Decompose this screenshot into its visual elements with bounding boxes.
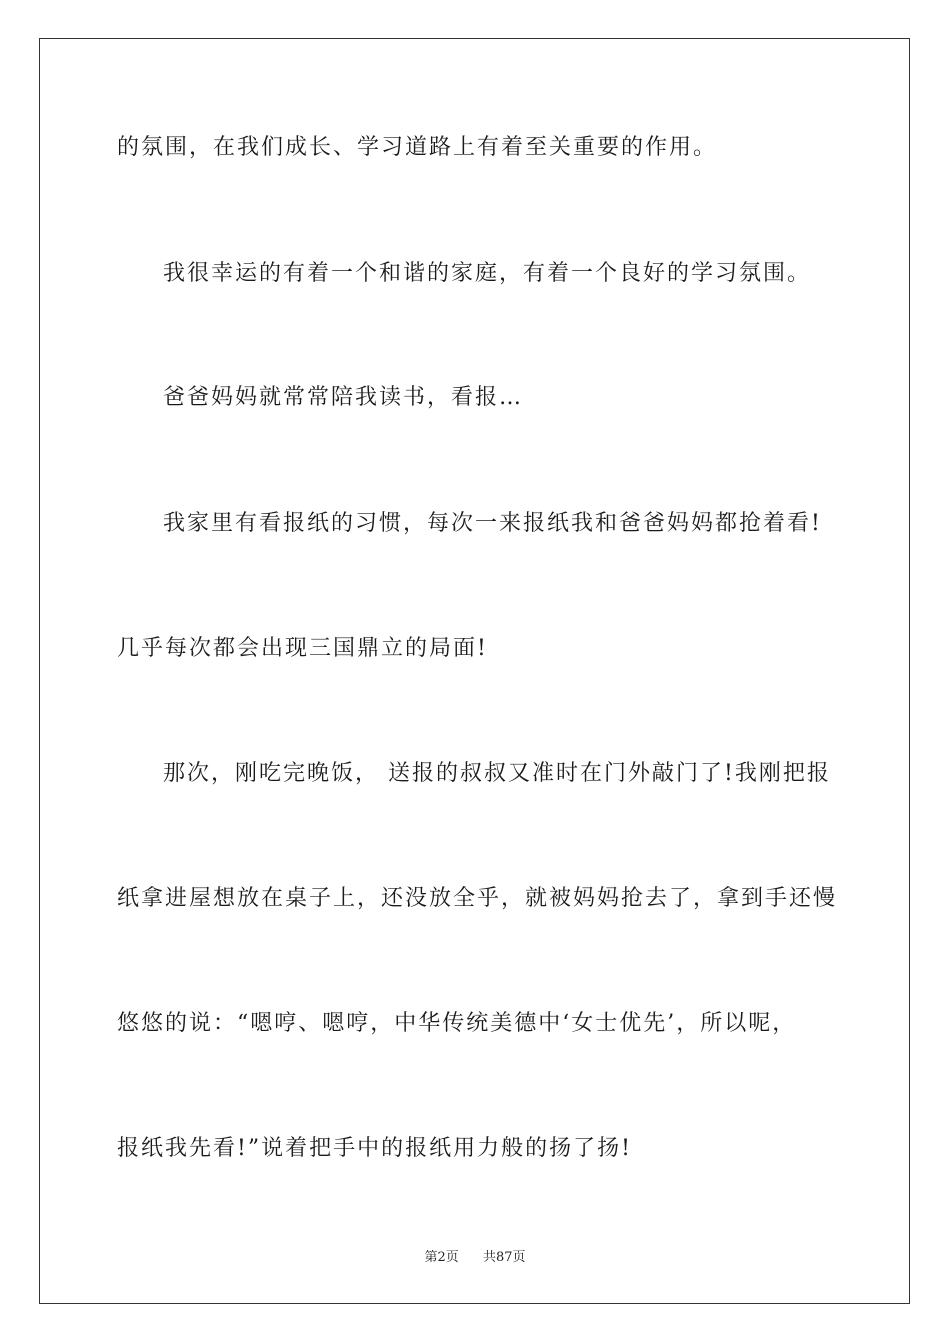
text-line-4: 我家里有看报纸的习惯，每次一来报纸我和爸爸妈妈都抢着看! (163, 511, 822, 536)
page-footer (0, 1246, 950, 1265)
text-line-8: 悠悠的说：“嗯哼、嗯哼，中华传统美德中‘女士优先’，所以呢， (117, 1011, 797, 1036)
page-number: 第2页 (424, 1250, 459, 1265)
text-line-9: 报纸我先看!”说着把手中的报纸用力般的扬了扬! (117, 1136, 632, 1161)
text-line-7: 纸拿进屋想放在桌子上，还没放全乎，就被妈妈抢去了，拿到手还慢 (117, 886, 838, 911)
text-line-3: 爸爸妈妈就常常陪我读书，看报… (163, 385, 524, 410)
text-line-5: 几乎每次都会出现三国鼎立的局面! (117, 636, 488, 661)
page-total: 共87页 (483, 1250, 526, 1265)
text-line-2: 我很幸运的有着一个和谐的家庭，有着一个良好的学习氛围。 (163, 261, 812, 286)
page-frame (39, 38, 910, 1304)
text-line-6: 那次，刚吃完晚饭， 送报的叔叔又准时在门外敲门了!我刚把报 (163, 761, 831, 786)
text-line-1: 的氛围，在我们成长、学习道路上有着至关重要的作用。 (117, 135, 718, 160)
